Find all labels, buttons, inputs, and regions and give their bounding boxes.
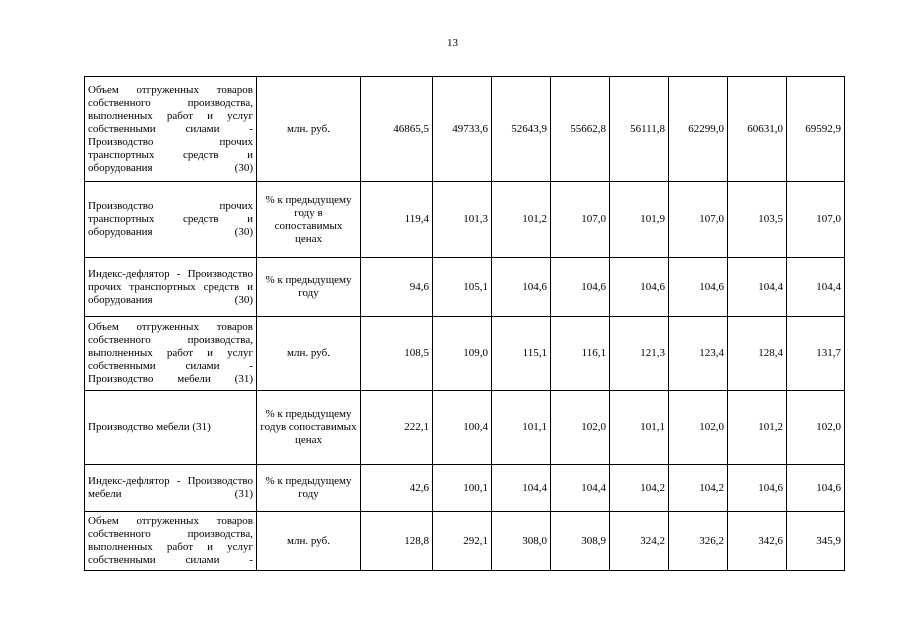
value-cell: 119,4 xyxy=(361,182,433,258)
indicator-cell: Индекс-дефлятор - Производство прочих транспортных средств и оборудования (30) xyxy=(85,258,257,317)
value-cell: 104,4 xyxy=(551,465,610,512)
value-cell: 62299,0 xyxy=(669,77,728,182)
value-cell: 131,7 xyxy=(787,317,845,391)
unit-cell: % к предыдущему году в сопоставимых ценах xyxy=(257,182,361,258)
value-cell: 107,0 xyxy=(551,182,610,258)
value-cell: 104,6 xyxy=(787,465,845,512)
value-cell: 101,1 xyxy=(610,391,669,465)
value-cell: 326,2 xyxy=(669,512,728,571)
value-cell: 324,2 xyxy=(610,512,669,571)
value-cell: 56111,8 xyxy=(610,77,669,182)
value-cell: 104,6 xyxy=(610,258,669,317)
value-cell: 101,3 xyxy=(433,182,492,258)
table-row xyxy=(85,465,845,512)
value-cell: 123,4 xyxy=(669,317,728,391)
value-cell: 345,9 xyxy=(787,512,845,571)
value-cell: 104,2 xyxy=(610,465,669,512)
value-cell: 49733,6 xyxy=(433,77,492,182)
unit-cell: % к предыдущему году xyxy=(257,465,361,512)
value-cell: 101,1 xyxy=(492,391,551,465)
value-cell: 104,6 xyxy=(551,258,610,317)
page-number: 13 xyxy=(447,37,458,49)
statistics-table xyxy=(84,76,845,571)
value-cell: 342,6 xyxy=(728,512,787,571)
indicator-cell: Объем отгруженных товаров собственного производства, выполненных работ и услуг собственными силами - xyxy=(85,512,257,571)
value-cell: 101,9 xyxy=(610,182,669,258)
value-cell: 104,4 xyxy=(728,258,787,317)
table-row xyxy=(85,391,845,465)
value-cell: 108,5 xyxy=(361,317,433,391)
value-cell: 69592,9 xyxy=(787,77,845,182)
value-cell: 52643,9 xyxy=(492,77,551,182)
unit-cell: % к предыдущему годув сопоставимых ценах xyxy=(257,391,361,465)
value-cell: 104,4 xyxy=(787,258,845,317)
table-row xyxy=(85,182,845,258)
value-cell: 100,4 xyxy=(433,391,492,465)
unit-cell: млн. руб. xyxy=(257,317,361,391)
table-row xyxy=(85,317,845,391)
value-cell: 104,6 xyxy=(669,258,728,317)
value-cell: 116,1 xyxy=(551,317,610,391)
value-cell: 109,0 xyxy=(433,317,492,391)
value-cell: 107,0 xyxy=(787,182,845,258)
value-cell: 46865,5 xyxy=(361,77,433,182)
unit-cell: % к предыдущему году xyxy=(257,258,361,317)
value-cell: 115,1 xyxy=(492,317,551,391)
value-cell: 101,2 xyxy=(728,391,787,465)
value-cell: 292,1 xyxy=(433,512,492,571)
value-cell: 102,0 xyxy=(551,391,610,465)
unit-cell: млн. руб. xyxy=(257,512,361,571)
value-cell: 104,4 xyxy=(492,465,551,512)
table-row xyxy=(85,512,845,571)
value-cell: 128,4 xyxy=(728,317,787,391)
indicator-cell: Объем отгруженных товаров собственного производства, выполненных работ и услуг собственными силами - Производство прочих транспортных средств и оборудования (30) xyxy=(85,77,257,182)
value-cell: 55662,8 xyxy=(551,77,610,182)
indicator-cell: Производство прочих транспортных средств и оборудования (30) xyxy=(85,182,257,258)
table-row xyxy=(85,77,845,182)
value-cell: 105,1 xyxy=(433,258,492,317)
value-cell: 121,3 xyxy=(610,317,669,391)
indicator-cell: Объем отгруженных товаров собственного производства, выполненных работ и услуг собственными силами - Производство мебели (31) xyxy=(85,317,257,391)
value-cell: 308,9 xyxy=(551,512,610,571)
value-cell: 94,6 xyxy=(361,258,433,317)
value-cell: 104,6 xyxy=(492,258,551,317)
value-cell: 42,6 xyxy=(361,465,433,512)
value-cell: 102,0 xyxy=(787,391,845,465)
value-cell: 60631,0 xyxy=(728,77,787,182)
value-cell: 104,6 xyxy=(728,465,787,512)
value-cell: 107,0 xyxy=(669,182,728,258)
table-row xyxy=(85,258,845,317)
unit-cell: млн. руб. xyxy=(257,77,361,182)
value-cell: 101,2 xyxy=(492,182,551,258)
value-cell: 100,1 xyxy=(433,465,492,512)
indicator-cell: Производство мебели (31) xyxy=(85,391,257,465)
value-cell: 103,5 xyxy=(728,182,787,258)
value-cell: 104,2 xyxy=(669,465,728,512)
value-cell: 128,8 xyxy=(361,512,433,571)
value-cell: 222,1 xyxy=(361,391,433,465)
value-cell: 102,0 xyxy=(669,391,728,465)
value-cell: 308,0 xyxy=(492,512,551,571)
indicator-cell: Индекс-дефлятор - Производство мебели (31) xyxy=(85,465,257,512)
